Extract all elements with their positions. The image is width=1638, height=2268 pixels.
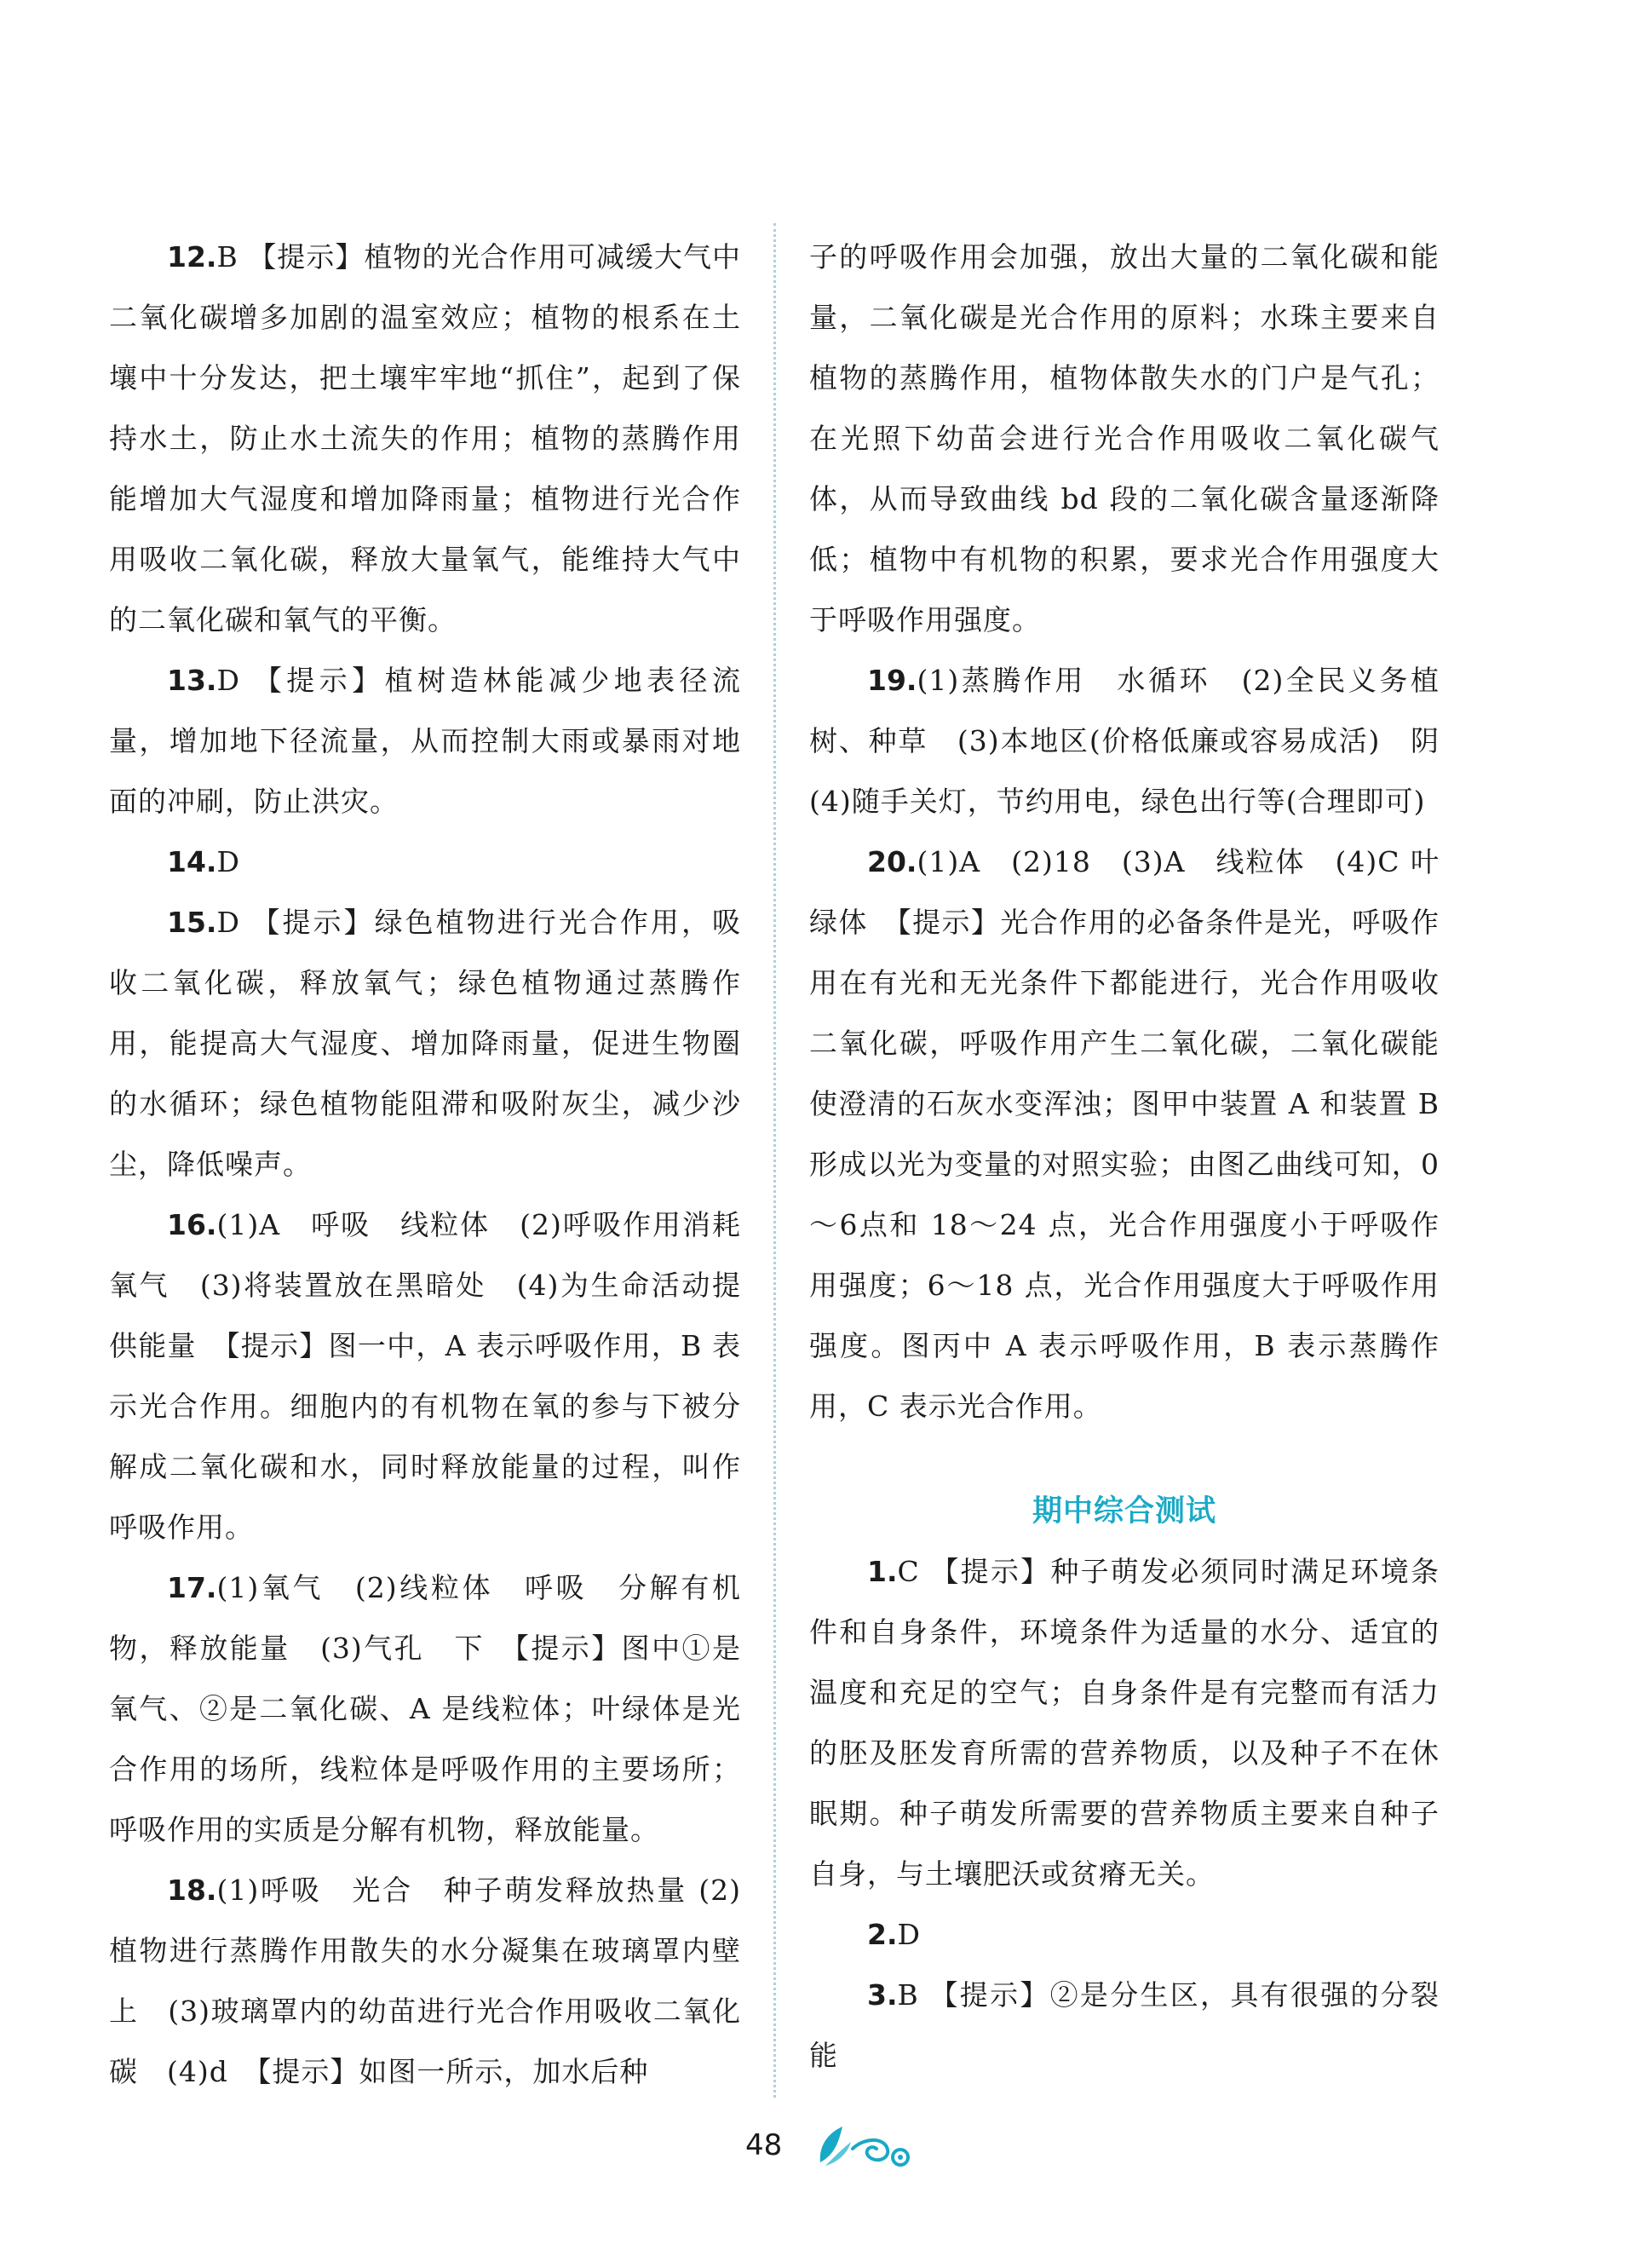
answer-16: 16.(1)A 呼吸 线粒体 (2)呼吸作用消耗氧气 (3)将装置放在黑暗处 (4)为生命活动提供能量 【提示】图一中，A 表示呼吸作用，B 表示光合作用。细胞内的有机物在氧的参与下被分解成二氧化碳和水，同时释放能量的过程，叫作呼吸作用。 (109, 1208, 741, 1544)
left-column (109, 227, 741, 2102)
answer-13: 13.D 【提示】植树造林能减少地表径流量，增加地下径流量，从而控制大雨或暴雨对地面的冲刷，防止洪灾。 (109, 664, 741, 818)
answer-20: 20.(1)A (2)18 (3)A 线粒体 (4)C 叶绿体 【提示】光合作用的必备条件是光，呼吸作用在有光和无光条件下都能进行，光合作用吸收二氧化碳，呼吸作用产生二氧化碳，二氧化碳能使澄清的石灰水变浑浊；图甲中装置 A 和装置 B 形成以光为变量的对照实验；由图乙曲线可知，0～6点和 18～24 点，光合作用强度小于呼吸作用强度；6～18 点，光合作用强度大于呼吸作用强度。图丙中 A 表示呼吸作用，B 表示蒸腾作用，C 表示光合作用。 (809, 845, 1440, 1423)
answer-14: 14.D (167, 845, 240, 878)
midterm-answer-1: 1.C 【提示】种子萌发必须同时满足环境条件和自身条件，环境条件为适量的水分、适宜的温度和充足的空气；自身条件是有完整而有活力的胚及胚发育所需的营养物质，以及种子不在休眠期。种子萌发所需要的营养物质主要来自种子自身，与土壤肥沃或贫瘠无关。 (809, 1555, 1440, 1891)
answer-15: 15.D 【提示】绿色植物进行光合作用，吸收二氧化碳，释放氧气；绿色植物通过蒸腾作用，能提高大气湿度、增加降雨量，促进生物圈的水循环；绿色植物能阻滞和吸附灰尘，减少沙尘，降低噪声。 (109, 906, 741, 1181)
column-divider (773, 223, 776, 2098)
right-column (809, 227, 1440, 2086)
midterm-answer-2: 2.D (867, 1918, 921, 1951)
section-title: 期中综合测试 (1032, 1494, 1216, 1528)
answer-18: 18.(1)呼吸 光合 种子萌发释放热量 (2)植物进行蒸腾作用散失的水分凝集在玻璃罩内壁上 (3)玻璃罩内的幼苗进行光合作用吸收二氧化碳 (4)d 【提示】如图一所示，加水后种 (109, 1874, 741, 2088)
leaf-swirl-icon (813, 2120, 924, 2171)
page-number: 48 (745, 2128, 783, 2162)
answer-18-continuation: 子的呼吸作用会加强，放出大量的二氧化碳和能量，二氧化碳是光合作用的原料；水珠主要来自植物的蒸腾作用，植物体散失水的门户是气孔；在光照下幼苗会进行光合作用吸收二氧化碳气体，从而导致曲线 bd 段的二氧化碳含量逐渐降低；植物中有机物的积累，要求光合作用强度大于呼吸作用强度。 (809, 240, 1440, 636)
midterm-answer-3: 3.B 【提示】②是分生区，具有很强的分裂能 (809, 1978, 1440, 2072)
answer-12: 12.B 【提示】植物的光合作用可减缓大气中二氧化碳增多加剧的温室效应；植物的根系在土壤中十分发达，把土壤牢牢地“抓住”，起到了保持水土，防止水土流失的作用；植物的蒸腾作用能增加大气湿度和增加降雨量；植物进行光合作用吸收二氧化碳，释放大量氧气，能维持大气中的二氧化碳和氧气的平衡。 (109, 240, 741, 636)
answer-19: 19.(1)蒸腾作用 水循环 (2)全民义务植树、种草 (3)本地区(价格低廉或容易成活) 阴 (4)随手关灯，节约用电，绿色出行等(合理即可) (809, 664, 1440, 818)
answer-17: 17.(1)氧气 (2)线粒体 呼吸 分解有机物，释放能量 (3)气孔 下 【提示】图中①是氧气、②是二氧化碳、A 是线粒体；叶绿体是光合作用的场所，线粒体是呼吸作用的主要场所；呼吸作用的实质是分解有机物，释放能量。 (109, 1571, 741, 1846)
